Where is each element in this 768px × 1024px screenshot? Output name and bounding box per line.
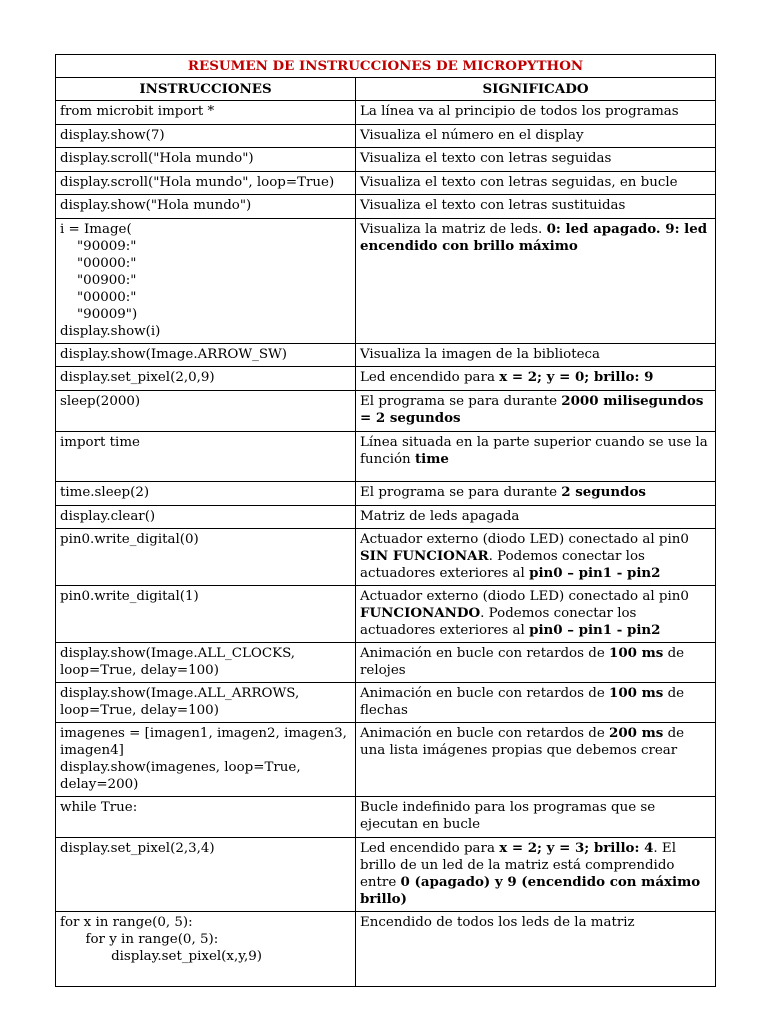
meaning-text: Bucle indefinido para los programas que se ejecutan en bucle — [360, 800, 656, 832]
meaning-cell — [356, 912, 716, 987]
meaning-cell — [356, 148, 716, 172]
table-header-row — [56, 78, 716, 101]
meaning-text: Visualiza el texto con letras seguidas, en bucle — [360, 175, 678, 190]
meaning-text: Visualiza la imagen de la biblioteca — [360, 347, 601, 362]
table-title: RESUMEN DE INSTRUCCIONES DE MICROPYTHON — [56, 55, 716, 78]
meaning-text: Animación en bucle con retardos de — [360, 686, 609, 701]
meaning-cell — [356, 172, 716, 195]
table-body — [56, 101, 716, 987]
meaning-cell — [356, 506, 716, 529]
meaning-text: . Podemos conectar los actuadores exteriores al — [360, 606, 637, 638]
table-row — [56, 219, 716, 344]
meaning-cell — [356, 586, 716, 643]
meaning-cell — [356, 391, 716, 432]
table-row — [56, 586, 716, 643]
meaning-text: Animación en bucle con retardos de — [360, 726, 609, 741]
meaning-text: . El brillo de un led de la matriz está comprendido entre — [360, 841, 676, 890]
instruction-cell: i = Image( "90009:" "00000:" "00900:" "00000:" "90009") display.show(i) — [56, 219, 356, 344]
meaning-text: El programa se para durante — [360, 485, 562, 500]
instruction-cell: display.set_pixel(2,0,9) — [56, 367, 356, 391]
instruction-cell: from microbit import * — [56, 101, 356, 125]
meaning-text: La línea va al principio de todos los programas — [360, 104, 679, 119]
meaning-text: Led encendido para — [360, 841, 500, 856]
instruction-cell: import time — [56, 432, 356, 482]
instruction-cell: display.clear() — [56, 506, 356, 529]
meaning-bold-text: x = 2; y = 0; brillo: 9 — [499, 369, 654, 385]
table-row — [56, 172, 716, 195]
table-row — [56, 838, 716, 912]
meaning-cell — [356, 432, 716, 482]
table-row — [56, 125, 716, 148]
instruction-cell: time.sleep(2) — [56, 482, 356, 506]
meaning-bold-text: SIN FUNCIONAR — [360, 548, 489, 564]
meaning-bold-text: 0 (apagado) y 9 (encendido con máximo brillo) — [360, 874, 701, 907]
instruction-cell: display.scroll("Hola mundo") — [56, 148, 356, 172]
meaning-bold-text: time — [414, 451, 449, 467]
meaning-cell — [356, 723, 716, 797]
meaning-text: de una lista imágenes propias que debemos crear — [360, 726, 685, 758]
instruction-cell: imagenes = [imagen1, imagen2, imagen3, imagen4] display.show(imagenes, loop=True, delay=200) — [56, 723, 356, 797]
table-row — [56, 367, 716, 391]
meaning-bold-text: FUNCIONANDO — [360, 605, 481, 621]
table-row — [56, 912, 716, 987]
instruction-cell: pin0.write_digital(0) — [56, 529, 356, 586]
meaning-cell — [356, 195, 716, 219]
table-row — [56, 391, 716, 432]
meaning-bold-text: pin0 – pin1 - pin2 — [529, 565, 661, 581]
meaning-bold-text: 2000 milisegundos = 2 segundos — [360, 393, 704, 426]
instruction-cell: while True: — [56, 797, 356, 838]
meaning-text: Led encendido para — [360, 370, 500, 385]
instruction-cell: display.set_pixel(2,3,4) — [56, 838, 356, 912]
meaning-text: Encendido de todos los leds de la matriz — [360, 915, 635, 930]
meaning-cell — [356, 643, 716, 683]
meaning-bold-text: 2 segundos — [561, 484, 646, 500]
table-row — [56, 482, 716, 506]
table-row — [56, 506, 716, 529]
instruction-cell: pin0.write_digital(1) — [56, 586, 356, 643]
table-row — [56, 723, 716, 797]
meaning-text: Animación en bucle con retardos de — [360, 646, 609, 661]
meaning-text: Visualiza el texto con letras sustituidas — [360, 198, 626, 213]
meaning-text: Actuador externo (diodo LED) conectado al pin0 — [360, 532, 689, 547]
meaning-text: Visualiza la matriz de leds. — [360, 222, 547, 237]
meaning-bold-text: x = 2; y = 3; brillo: 4 — [499, 840, 654, 856]
meaning-text: de flechas — [360, 686, 685, 718]
instruction-cell: for x in range(0, 5): for y in range(0, 5): display.set_pixel(x,y,9) — [56, 912, 356, 987]
meaning-text: Línea situada en la parte superior cuando se use la función — [360, 435, 708, 467]
meaning-bold-text: 0: led apagado. 9: led encendido con brillo máximo — [360, 221, 708, 254]
meaning-cell — [356, 683, 716, 723]
meaning-bold-text: pin0 – pin1 - pin2 — [529, 622, 661, 638]
instruction-cell: display.show(Image.ALL_CLOCKS, loop=True, delay=100) — [56, 643, 356, 683]
meaning-text: Visualiza el número en el display — [360, 128, 584, 143]
meaning-bold-text: 200 ms — [609, 725, 664, 741]
table-row — [56, 101, 716, 125]
meaning-text: El programa se para durante — [360, 394, 562, 409]
table-row — [56, 432, 716, 482]
column-header-instrucciones: INSTRUCCIONES — [56, 78, 356, 101]
meaning-text: Matriz de leds apagada — [360, 509, 520, 524]
table-row — [56, 643, 716, 683]
meaning-cell — [356, 529, 716, 586]
table-title-row — [56, 55, 716, 78]
instruction-cell: display.show(7) — [56, 125, 356, 148]
table-row — [56, 148, 716, 172]
instructions-table — [55, 54, 716, 987]
meaning-cell — [356, 219, 716, 344]
meaning-text: Actuador externo (diodo LED) conectado al pin0 — [360, 589, 689, 604]
meaning-text: Visualiza el texto con letras seguidas — [360, 151, 612, 166]
table-row — [56, 195, 716, 219]
meaning-cell — [356, 482, 716, 506]
instruction-cell: display.show(Image.ALL_ARROWS, loop=True, delay=100) — [56, 683, 356, 723]
table-row — [56, 683, 716, 723]
table-row — [56, 797, 716, 838]
instruction-cell: display.show(Image.ARROW_SW) — [56, 344, 356, 367]
meaning-cell — [356, 101, 716, 125]
table-row — [56, 529, 716, 586]
instruction-cell: display.scroll("Hola mundo", loop=True) — [56, 172, 356, 195]
meaning-bold-text: 100 ms — [609, 685, 664, 701]
meaning-bold-text: 100 ms — [609, 645, 664, 661]
meaning-cell — [356, 344, 716, 367]
meaning-cell — [356, 125, 716, 148]
instruction-cell: display.show("Hola mundo") — [56, 195, 356, 219]
column-header-significado: SIGNIFICADO — [356, 78, 716, 101]
meaning-text: . Podemos conectar los actuadores exteriores al — [360, 549, 645, 581]
meaning-cell — [356, 367, 716, 391]
table-row — [56, 344, 716, 367]
meaning-text: de relojes — [360, 646, 685, 678]
meaning-cell — [356, 838, 716, 912]
instruction-cell: sleep(2000) — [56, 391, 356, 432]
meaning-cell — [356, 797, 716, 838]
